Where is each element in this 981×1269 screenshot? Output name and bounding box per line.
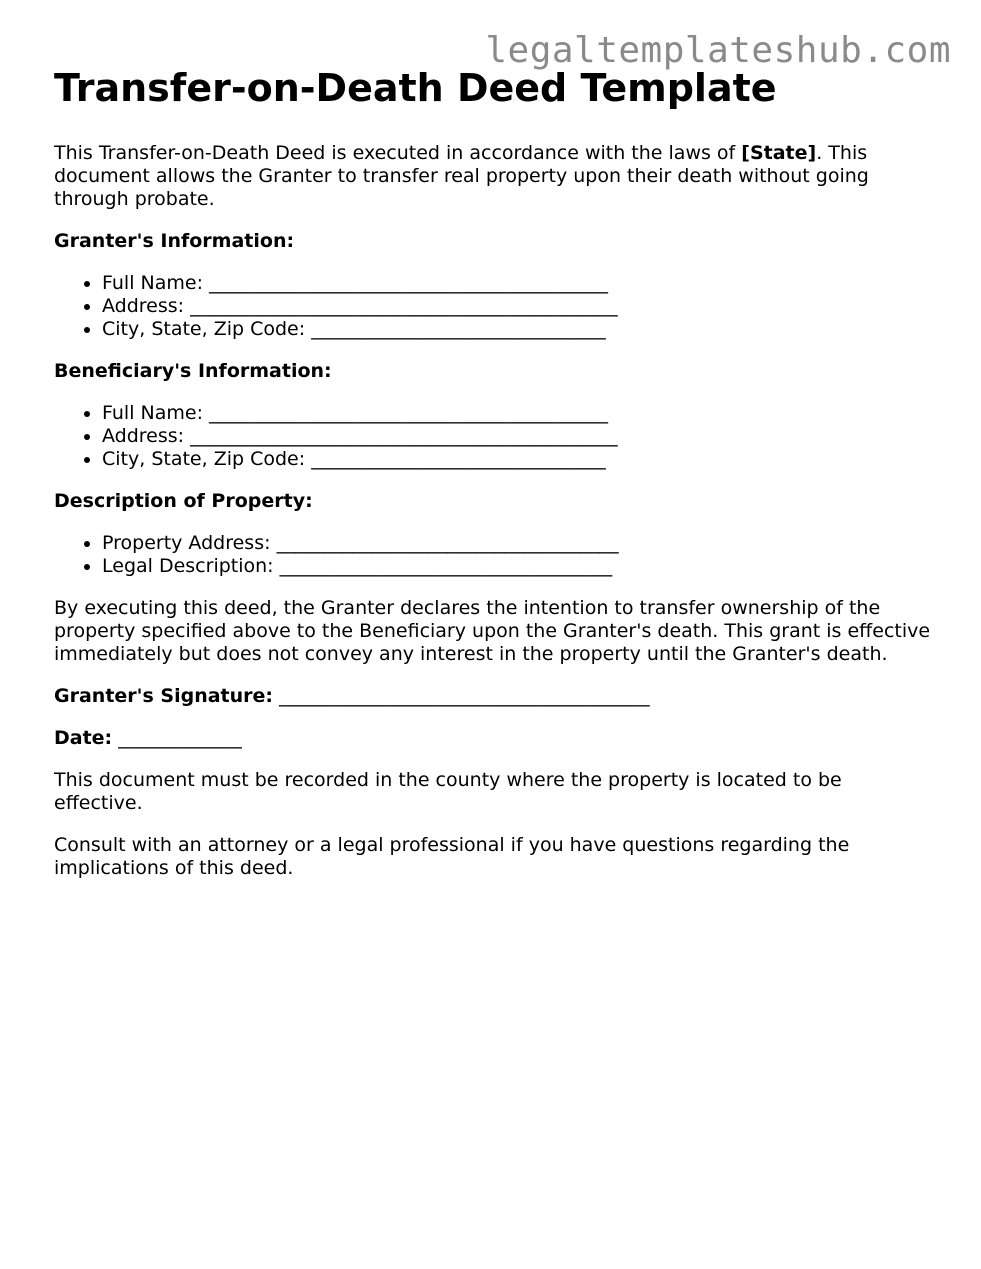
granter-list [54, 272, 934, 341]
list-item [102, 532, 934, 555]
field-label: Full Name: [102, 271, 203, 294]
list-item [102, 425, 934, 448]
list-item [102, 318, 934, 341]
field-label: City, State, Zip Code: [102, 317, 306, 340]
list-item [102, 448, 934, 471]
intro-text-before: This Transfer-on-Death Deed is executed in accordance with the laws of [54, 141, 742, 164]
field-label: Address: [102, 424, 185, 447]
granter-heading: Granter's Information: [54, 229, 295, 252]
signature-line [54, 685, 934, 708]
date-line [54, 727, 934, 750]
field-label: City, State, Zip Code: [102, 447, 306, 470]
date-label: Date: [54, 726, 113, 749]
beneficiary-list [54, 402, 934, 471]
field-label: Address: [102, 294, 185, 317]
recording-note: This document must be recorded in the county where the property is located to be effective. [54, 768, 842, 814]
signature-blank[interactable]: _______________________________________ [279, 684, 650, 707]
property-address-blank[interactable]: ____________________________________ [276, 531, 619, 554]
granter-city-state-zip-blank[interactable]: _______________________________ [311, 317, 606, 340]
state-placeholder: [State] [741, 141, 817, 164]
beneficiary-heading: Beneficiary's Information: [54, 359, 332, 382]
field-label: Legal Description: [102, 554, 274, 577]
beneficiary-full-name-blank[interactable]: __________________________________________ [209, 401, 609, 424]
document-page [54, 66, 934, 899]
list-item [102, 402, 934, 425]
property-list [54, 532, 934, 578]
watermark: legaltemplateshub.com [485, 30, 951, 71]
list-item [102, 272, 934, 295]
field-label: Property Address: [102, 531, 271, 554]
date-blank[interactable]: _____________ [118, 726, 242, 749]
list-item [102, 295, 934, 318]
intro-text-after: . This document allows the Granter to transfer real property upon their death without going through probate. [54, 141, 869, 210]
beneficiary-city-state-zip-blank[interactable]: _______________________________ [311, 447, 606, 470]
granter-full-name-blank[interactable]: __________________________________________ [209, 271, 609, 294]
field-label: Full Name: [102, 401, 203, 424]
signature-label: Granter's Signature: [54, 684, 274, 707]
page-title: Transfer-on-Death Deed Template [54, 66, 777, 110]
declaration-paragraph: By executing this deed, the Granter declares the intention to transfer ownership of the property specified above to the Beneficiary upon the Granter's death. This grant is effective immediately but does not convey any interest in the property until the Granter's death. [54, 596, 931, 665]
legal-description-blank[interactable]: ___________________________________ [279, 554, 613, 577]
beneficiary-address-blank[interactable]: _____________________________________________ [190, 424, 618, 447]
property-heading: Description of Property: [54, 489, 313, 512]
granter-address-blank[interactable]: _____________________________________________ [190, 294, 618, 317]
intro-paragraph [54, 142, 934, 211]
list-item [102, 555, 934, 578]
consult-note: Consult with an attorney or a legal professional if you have questions regarding the implications of this deed. [54, 833, 850, 879]
